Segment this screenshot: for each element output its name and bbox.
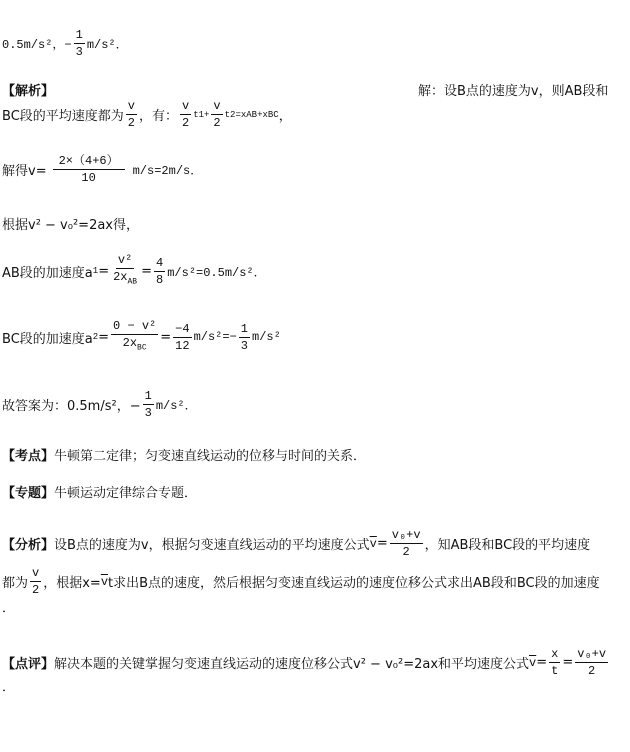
fraction: $\frac{1}{3}$: [75, 28, 83, 59]
analysis-line-1: 【分析】 设B点的速度为v，根据匀变速直线运动的平均速度公式 $\overline{v}$ = $\frac{\text{v₀+v}}{2}$ ，知AB段和BC段的平均速度: [2, 528, 591, 559]
analysis-line-2: 都为 $\frac{v}{2}$ ，根据x= $\overline{v}$ t求出B点的速度，然后根据匀变速直线运动的速度位移公式求出AB段和BC段的加速度: [2, 566, 600, 597]
fraction: $\frac{\text{0 − v²}}{2x_{BC}}$: [113, 319, 157, 353]
fraction: $\frac{4}{8}$: [156, 255, 164, 287]
fraction: $\frac{v}{2}$: [32, 566, 40, 597]
analysis-summary-label: 【分析】: [2, 538, 55, 553]
solution-intro: 解：设B点的速度为v，则AB段和: [418, 84, 609, 99]
topic-line: 【专题】 牛顿运动定律综合专题．: [2, 482, 197, 501]
fraction: $\frac{\text{v₀+v}}{2}$: [391, 528, 421, 559]
velocity-result-line: 解得v= $\frac{2\times(4+6)}{10}$ m/s=2m/s．: [2, 154, 203, 185]
analysis-label: 【解析】: [2, 84, 55, 99]
analysis-heading: [2, 80, 54, 99]
avg-speed-line: BC段的平均速度都为 $\frac{v}{2}$ ，有： $\frac{v}{2}$ t 1 + $\frac{v}{2}$ t 2 =x AB +x BC ，: [2, 99, 292, 130]
comment-line-2: ．: [2, 680, 16, 695]
answer-line-top: [2, 27, 128, 60]
bc-acceleration-line: BC段的加速度a 2 = $\frac{\text{0 − v²}}{2x_{BC}}$ = $\frac{-4}{12}$ m/s²=− $\frac{1}{3}$ m/s²: [2, 318, 281, 356]
ab-acceleration-line: AB段的加速度a 1 = $\frac{\text{v²}}{2x_{AB}}$ = $\frac{4}{8}$ m/s²=0.5m/s²．: [2, 252, 266, 290]
final-answer-line: 故答案为：0.5m/s²，− $\frac{1}{3}$ m/s²．: [2, 389, 197, 420]
fraction: $\frac{\text{v₀+v}}{2}$: [577, 647, 607, 678]
fraction: $\frac{2\times(4+6)}{10}$: [53, 153, 125, 186]
topic-label: 【专题】: [2, 486, 55, 501]
knowledge-point-label: 【考点】: [2, 449, 55, 464]
fraction: $\frac{v}{2}$: [182, 99, 190, 130]
fraction: $\frac{x}{t}$: [551, 647, 559, 678]
formula-line: 根据v² − v₀²=2ax得，: [2, 218, 140, 233]
analysis-line-3: ．: [2, 601, 16, 616]
comment-label: 【点评】: [2, 657, 55, 672]
fraction: $\frac{v}{2}$: [213, 99, 221, 130]
comment-line-1: 【点评】 解决本题的关键掌握匀变速直线运动的速度位移公式v² − v₀²=2ax和平均速度公式 $\overline{v}$ = $\frac{x}{t}$ = $\frac{\text{v₀+v}}{2}$: [2, 647, 607, 678]
fraction: $\frac{-4}{12}$: [175, 321, 190, 353]
knowledge-point-line: 【考点】 牛顿第二定律；匀变速直线运动的位移与时间的关系．: [2, 445, 366, 464]
answer-unit: m/s²．: [86, 38, 128, 52]
fraction: $\frac{1}{3}$: [144, 389, 152, 420]
fraction: $\frac{\text{v²}}{2x_{AB}}$: [113, 253, 138, 287]
fraction: $\frac{1}{3}$: [240, 321, 248, 353]
answer-value: 0.5m/s²，−: [2, 38, 72, 52]
fraction: $\frac{v}{2}$: [127, 99, 135, 130]
